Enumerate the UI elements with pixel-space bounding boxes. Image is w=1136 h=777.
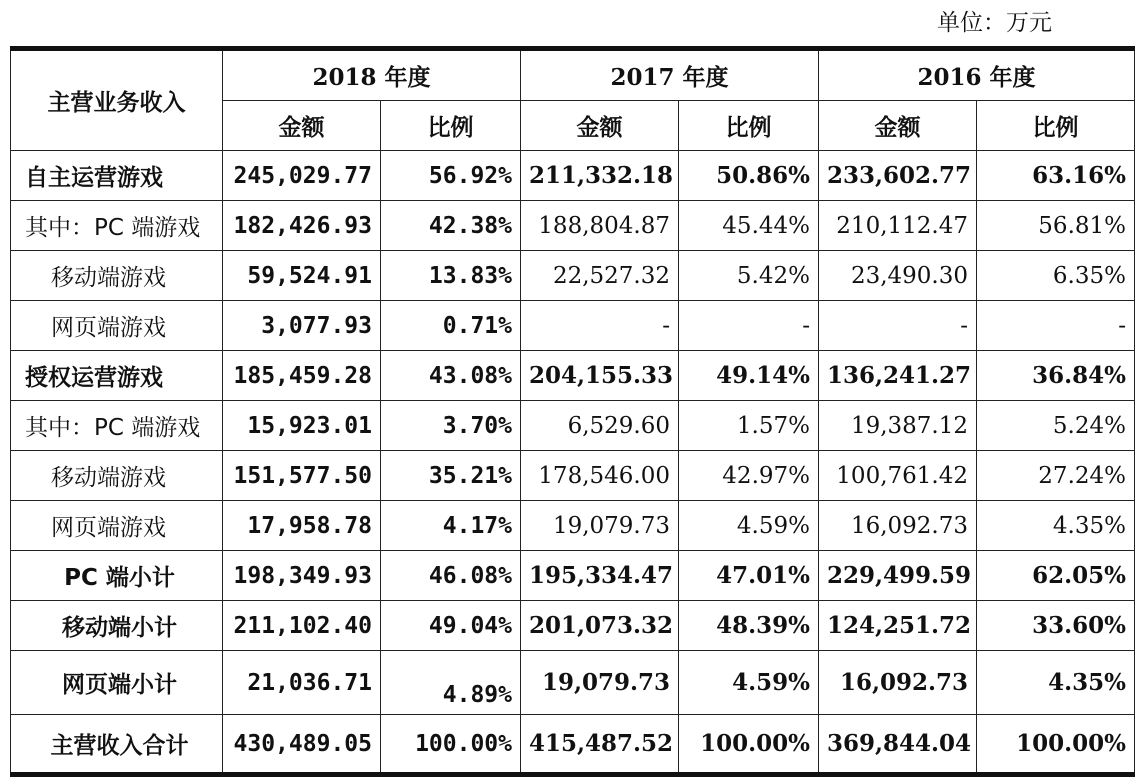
- row-label: 移动端游戏: [11, 251, 223, 301]
- revenue-table: [10, 46, 1135, 777]
- cell-amount-2017: 188,804.87: [521, 201, 679, 251]
- row-label: 网页端游戏: [11, 501, 223, 551]
- table-row: [11, 451, 1135, 501]
- cell-amount-2018: 17,958.78: [223, 501, 381, 551]
- ratio-header: 比例: [977, 101, 1135, 151]
- cell-ratio-2018: 56.92%: [381, 151, 521, 201]
- row-label: 其中：PC 端游戏: [11, 401, 223, 451]
- row-label: PC 端小计: [11, 551, 223, 601]
- cell-amount-2017: -: [521, 301, 679, 351]
- cell-amount-2018: 211,102.40: [223, 601, 381, 651]
- cell-amount-2016: 19,387.12: [819, 401, 977, 451]
- table-row: [11, 551, 1135, 601]
- cell-amount-2018: 182,426.93: [223, 201, 381, 251]
- cell-amount-2016: 124,251.72: [819, 601, 977, 651]
- cell-amount-2018: 245,029.77: [223, 151, 381, 201]
- table-row: [11, 351, 1135, 401]
- cell-ratio-2018: 4.89%: [381, 651, 521, 715]
- amount-header: 金额: [521, 101, 679, 151]
- cell-amount-2017: 201,073.32: [521, 601, 679, 651]
- amount-header: 金额: [223, 101, 381, 151]
- cell-amount-2017: 211,332.18: [521, 151, 679, 201]
- ratio-header: 比例: [679, 101, 819, 151]
- cell-amount-2016: 136,241.27: [819, 351, 977, 401]
- cell-ratio-2016: 36.84%: [977, 351, 1135, 401]
- cell-ratio-2017: 4.59%: [679, 501, 819, 551]
- cell-ratio-2016: 56.81%: [977, 201, 1135, 251]
- cell-ratio-2018: 100.00%: [381, 715, 521, 775]
- cell-ratio-2016: 33.60%: [977, 601, 1135, 651]
- cell-ratio-2018: 42.38%: [381, 201, 521, 251]
- cell-amount-2016: 369,844.04: [819, 715, 977, 775]
- cell-amount-2018: 430,489.05: [223, 715, 381, 775]
- table-header: [11, 49, 1135, 151]
- cell-ratio-2016: 6.35%: [977, 251, 1135, 301]
- cell-ratio-2017: 47.01%: [679, 551, 819, 601]
- cell-ratio-2018: 3.70%: [381, 401, 521, 451]
- revenue-table-container: [10, 46, 1134, 777]
- cell-ratio-2017: 49.14%: [679, 351, 819, 401]
- cell-ratio-2017: 48.39%: [679, 601, 819, 651]
- cell-ratio-2016: 4.35%: [977, 501, 1135, 551]
- cell-amount-2016: 210,112.47: [819, 201, 977, 251]
- table-row: [11, 301, 1135, 351]
- cell-ratio-2016: 27.24%: [977, 451, 1135, 501]
- cell-amount-2016: -: [819, 301, 977, 351]
- cell-ratio-2018: 46.08%: [381, 551, 521, 601]
- cell-amount-2018: 151,577.50: [223, 451, 381, 501]
- cell-amount-2017: 204,155.33: [521, 351, 679, 401]
- amount-header: 金额: [819, 101, 977, 151]
- cell-ratio-2018: 0.71%: [381, 301, 521, 351]
- year-header-2018: 2018 年度: [223, 49, 521, 101]
- table-row: [11, 501, 1135, 551]
- cell-ratio-2017: 5.42%: [679, 251, 819, 301]
- cell-amount-2016: 16,092.73: [819, 651, 977, 715]
- cell-ratio-2016: 100.00%: [977, 715, 1135, 775]
- cell-amount-2018: 198,349.93: [223, 551, 381, 601]
- cell-amount-2016: 229,499.59: [819, 551, 977, 601]
- cell-ratio-2017: -: [679, 301, 819, 351]
- cell-amount-2017: 195,334.47: [521, 551, 679, 601]
- header-row-years: [11, 49, 1135, 101]
- cell-amount-2017: 178,546.00: [521, 451, 679, 501]
- cell-amount-2016: 16,092.73: [819, 501, 977, 551]
- cell-ratio-2016: -: [977, 301, 1135, 351]
- row-label: 主营收入合计: [11, 715, 223, 775]
- cell-amount-2016: 100,761.42: [819, 451, 977, 501]
- cell-amount-2017: 19,079.73: [521, 651, 679, 715]
- cell-ratio-2016: 63.16%: [977, 151, 1135, 201]
- table-row: [11, 401, 1135, 451]
- table-row: [11, 651, 1135, 715]
- row-label: 网页端游戏: [11, 301, 223, 351]
- cell-amount-2017: 415,487.52: [521, 715, 679, 775]
- cell-ratio-2018: 49.04%: [381, 601, 521, 651]
- table-body: [11, 151, 1135, 775]
- cell-ratio-2016: 5.24%: [977, 401, 1135, 451]
- table-row: [11, 201, 1135, 251]
- cell-ratio-2018: 13.83%: [381, 251, 521, 301]
- cell-amount-2018: 185,459.28: [223, 351, 381, 401]
- cell-ratio-2018: 43.08%: [381, 351, 521, 401]
- ratio-header: 比例: [381, 101, 521, 151]
- year-header-2017: 2017 年度: [521, 49, 819, 101]
- row-label: 网页端小计: [11, 651, 223, 715]
- table-row-total: [11, 715, 1135, 775]
- cell-amount-2018: 59,524.91: [223, 251, 381, 301]
- cell-amount-2018: 15,923.01: [223, 401, 381, 451]
- unit-label: 单位：万元: [937, 10, 1052, 36]
- cell-ratio-2016: 62.05%: [977, 551, 1135, 601]
- cell-ratio-2017: 100.00%: [679, 715, 819, 775]
- cell-ratio-2017: 50.86%: [679, 151, 819, 201]
- cell-amount-2017: 19,079.73: [521, 501, 679, 551]
- row-label: 移动端小计: [11, 601, 223, 651]
- row-label: 移动端游戏: [11, 451, 223, 501]
- cell-ratio-2017: 1.57%: [679, 401, 819, 451]
- cell-amount-2018: 3,077.93: [223, 301, 381, 351]
- year-header-2016: 2016 年度: [819, 49, 1135, 101]
- cell-ratio-2018: 4.17%: [381, 501, 521, 551]
- table-row: [11, 151, 1135, 201]
- row-label-header: 主营业务收入: [11, 49, 223, 151]
- row-label: 其中：PC 端游戏: [11, 201, 223, 251]
- table-row: [11, 251, 1135, 301]
- cell-ratio-2017: 45.44%: [679, 201, 819, 251]
- cell-ratio-2016: 4.35%: [977, 651, 1135, 715]
- cell-ratio-2018: 35.21%: [381, 451, 521, 501]
- cell-ratio-2017: 42.97%: [679, 451, 819, 501]
- cell-amount-2018: 21,036.71: [223, 651, 381, 715]
- cell-amount-2017: 22,527.32: [521, 251, 679, 301]
- cell-amount-2017: 6,529.60: [521, 401, 679, 451]
- cell-ratio-2017: 4.59%: [679, 651, 819, 715]
- cell-amount-2016: 233,602.77: [819, 151, 977, 201]
- table-row: [11, 601, 1135, 651]
- cell-amount-2016: 23,490.30: [819, 251, 977, 301]
- row-label: 自主运营游戏: [11, 151, 223, 201]
- row-label: 授权运营游戏: [11, 351, 223, 401]
